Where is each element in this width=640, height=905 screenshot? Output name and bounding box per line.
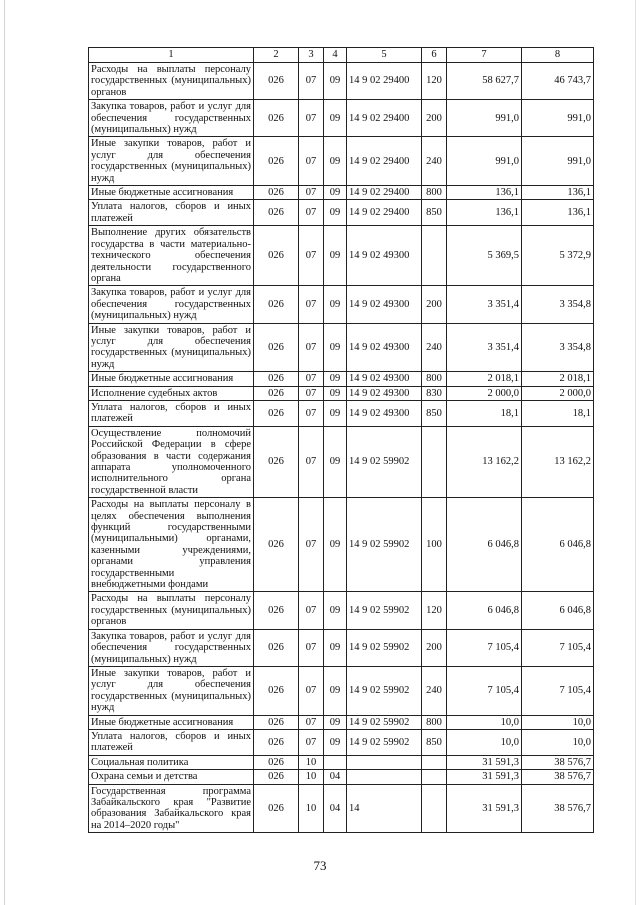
- cell-subsection: 09: [324, 186, 347, 200]
- cell-target-article: 14 9 02 59902: [347, 498, 422, 592]
- cell-expense-type: [422, 226, 447, 286]
- cell-subsection: 09: [324, 200, 347, 226]
- cell-target-article: 14 9 02 49300: [347, 286, 422, 323]
- cell-subsection: 04: [324, 784, 347, 833]
- cell-ministry-code: 026: [254, 200, 299, 226]
- table-body: [89, 63, 594, 833]
- cell-ministry-code: 026: [254, 372, 299, 386]
- table-row: [89, 286, 594, 323]
- cell-amount-year-1: 31 591,3: [447, 755, 522, 769]
- cell-amount-year-1: 13 162,2: [447, 426, 522, 497]
- cell-target-article: 14 9 02 49300: [347, 226, 422, 286]
- cell-expense-type: 200: [422, 100, 447, 137]
- column-header: 8: [522, 48, 594, 63]
- cell-section: 07: [299, 286, 324, 323]
- cell-section: 10: [299, 770, 324, 784]
- cell-name: Закупка товаров, работ и услуг для обеспечения государственных (муниципальных) нужд: [89, 629, 254, 666]
- cell-amount-year-2: 7 105,4: [522, 666, 594, 715]
- table-row: [89, 666, 594, 715]
- cell-target-article: 14 9 02 49300: [347, 386, 422, 400]
- cell-expense-type: 830: [422, 386, 447, 400]
- cell-amount-year-2: 2 000,0: [522, 386, 594, 400]
- cell-expense-type: 850: [422, 200, 447, 226]
- cell-ministry-code: 026: [254, 729, 299, 755]
- cell-subsection: 09: [324, 592, 347, 629]
- budget-table: [88, 47, 594, 833]
- cell-section: 07: [299, 323, 324, 372]
- table-row: [89, 100, 594, 137]
- cell-subsection: 09: [324, 666, 347, 715]
- cell-name: Социальная политика: [89, 755, 254, 769]
- cell-amount-year-1: 6 046,8: [447, 498, 522, 592]
- cell-expense-type: 240: [422, 666, 447, 715]
- cell-expense-type: 200: [422, 629, 447, 666]
- table-row: [89, 770, 594, 784]
- cell-expense-type: 240: [422, 323, 447, 372]
- cell-name: Уплата налогов, сборов и иных платежей: [89, 729, 254, 755]
- cell-subsection: 09: [324, 715, 347, 729]
- cell-name: Охрана семьи и детства: [89, 770, 254, 784]
- table-row: [89, 226, 594, 286]
- cell-amount-year-1: 3 351,4: [447, 286, 522, 323]
- table-row: [89, 63, 594, 100]
- cell-ministry-code: 026: [254, 63, 299, 100]
- cell-target-article: 14 9 02 59902: [347, 592, 422, 629]
- table-row: [89, 200, 594, 226]
- cell-amount-year-1: 10,0: [447, 715, 522, 729]
- cell-target-article: 14 9 02 29400: [347, 100, 422, 137]
- cell-expense-type: [422, 755, 447, 769]
- cell-name: Выполнение других обязательств государства в части материально-технического обеспечения деятельности государственного органа: [89, 226, 254, 286]
- cell-name: Государственная программа Забайкальского края "Развитие образования Забайкальского края на 2014–2020 годы": [89, 784, 254, 833]
- cell-subsection: 09: [324, 286, 347, 323]
- cell-amount-year-2: 3 354,8: [522, 323, 594, 372]
- cell-amount-year-2: 10,0: [522, 729, 594, 755]
- cell-amount-year-1: 58 627,7: [447, 63, 522, 100]
- cell-amount-year-2: 38 576,7: [522, 784, 594, 833]
- column-header: 3: [299, 48, 324, 63]
- table-row: [89, 729, 594, 755]
- cell-amount-year-2: 38 576,7: [522, 770, 594, 784]
- cell-expense-type: 800: [422, 186, 447, 200]
- cell-name: Исполнение судебных актов: [89, 386, 254, 400]
- cell-name: Иные бюджетные ассигнования: [89, 372, 254, 386]
- cell-section: 07: [299, 100, 324, 137]
- cell-amount-year-2: 2 018,1: [522, 372, 594, 386]
- cell-amount-year-1: 136,1: [447, 186, 522, 200]
- cell-ministry-code: 026: [254, 323, 299, 372]
- cell-target-article: [347, 755, 422, 769]
- cell-target-article: 14 9 02 49300: [347, 400, 422, 426]
- cell-section: 07: [299, 186, 324, 200]
- cell-subsection: 09: [324, 629, 347, 666]
- cell-target-article: 14 9 02 29400: [347, 200, 422, 226]
- cell-section: 07: [299, 226, 324, 286]
- cell-ministry-code: 026: [254, 498, 299, 592]
- cell-section: 07: [299, 715, 324, 729]
- cell-name: Уплата налогов, сборов и иных платежей: [89, 200, 254, 226]
- cell-subsection: 09: [324, 400, 347, 426]
- cell-amount-year-2: 991,0: [522, 137, 594, 186]
- table-row: [89, 592, 594, 629]
- cell-target-article: 14 9 02 29400: [347, 137, 422, 186]
- cell-section: 07: [299, 426, 324, 497]
- cell-target-article: 14 9 02 59902: [347, 715, 422, 729]
- cell-target-article: 14 9 02 59902: [347, 729, 422, 755]
- column-header: 5: [347, 48, 422, 63]
- cell-ministry-code: 026: [254, 784, 299, 833]
- cell-amount-year-2: 38 576,7: [522, 755, 594, 769]
- cell-subsection: 09: [324, 226, 347, 286]
- cell-subsection: 09: [324, 63, 347, 100]
- cell-expense-type: 100: [422, 498, 447, 592]
- cell-ministry-code: 026: [254, 770, 299, 784]
- cell-target-article: 14 9 02 29400: [347, 186, 422, 200]
- cell-section: 07: [299, 729, 324, 755]
- cell-name: Иные закупки товаров, работ и услуг для обеспечения государственных (муниципальных) нужд: [89, 323, 254, 372]
- table-row: [89, 400, 594, 426]
- cell-section: 07: [299, 498, 324, 592]
- table-row: [89, 386, 594, 400]
- table-row: [89, 137, 594, 186]
- table-row: [89, 784, 594, 833]
- table-header-row: [89, 48, 594, 63]
- cell-name: Иные бюджетные ассигнования: [89, 186, 254, 200]
- cell-amount-year-1: 2 018,1: [447, 372, 522, 386]
- cell-target-article: 14 9 02 59902: [347, 666, 422, 715]
- cell-subsection: 09: [324, 137, 347, 186]
- cell-section: 10: [299, 784, 324, 833]
- cell-expense-type: [422, 770, 447, 784]
- cell-subsection: 09: [324, 498, 347, 592]
- cell-expense-type: 120: [422, 592, 447, 629]
- table-row: [89, 323, 594, 372]
- cell-expense-type: 800: [422, 372, 447, 386]
- cell-amount-year-2: 46 743,7: [522, 63, 594, 100]
- cell-ministry-code: 026: [254, 426, 299, 497]
- cell-expense-type: [422, 784, 447, 833]
- cell-ministry-code: 026: [254, 592, 299, 629]
- cell-section: 07: [299, 372, 324, 386]
- cell-amount-year-1: 18,1: [447, 400, 522, 426]
- cell-subsection: 04: [324, 770, 347, 784]
- cell-section: 10: [299, 755, 324, 769]
- cell-subsection: 09: [324, 386, 347, 400]
- cell-section: 07: [299, 592, 324, 629]
- cell-amount-year-2: 6 046,8: [522, 498, 594, 592]
- cell-expense-type: 120: [422, 63, 447, 100]
- cell-amount-year-2: 3 354,8: [522, 286, 594, 323]
- table-row: [89, 426, 594, 497]
- cell-section: 07: [299, 200, 324, 226]
- cell-expense-type: 200: [422, 286, 447, 323]
- cell-ministry-code: 026: [254, 755, 299, 769]
- cell-expense-type: 800: [422, 715, 447, 729]
- table-row: [89, 629, 594, 666]
- cell-name: Иные закупки товаров, работ и услуг для обеспечения государственных (муниципальных) нужд: [89, 666, 254, 715]
- cell-ministry-code: 026: [254, 100, 299, 137]
- cell-amount-year-1: 7 105,4: [447, 629, 522, 666]
- cell-ministry-code: 026: [254, 286, 299, 323]
- column-header: 7: [447, 48, 522, 63]
- cell-section: 07: [299, 386, 324, 400]
- cell-subsection: 09: [324, 323, 347, 372]
- cell-amount-year-1: 991,0: [447, 137, 522, 186]
- cell-expense-type: 850: [422, 729, 447, 755]
- cell-amount-year-2: 13 162,2: [522, 426, 594, 497]
- cell-target-article: 14: [347, 784, 422, 833]
- cell-ministry-code: 026: [254, 226, 299, 286]
- cell-section: 07: [299, 629, 324, 666]
- cell-amount-year-1: 2 000,0: [447, 386, 522, 400]
- cell-amount-year-2: 7 105,4: [522, 629, 594, 666]
- column-header: 2: [254, 48, 299, 63]
- scan-edge-left: [4, 0, 5, 905]
- cell-ministry-code: 026: [254, 137, 299, 186]
- cell-name: Закупка товаров, работ и услуг для обеспечения государственных (муниципальных) нужд: [89, 100, 254, 137]
- cell-target-article: 14 9 02 59902: [347, 629, 422, 666]
- cell-name: Иные бюджетные ассигнования: [89, 715, 254, 729]
- cell-ministry-code: 026: [254, 629, 299, 666]
- cell-subsection: 09: [324, 372, 347, 386]
- cell-name: Уплата налогов, сборов и иных платежей: [89, 400, 254, 426]
- column-header: 4: [324, 48, 347, 63]
- cell-amount-year-1: 136,1: [447, 200, 522, 226]
- table-row: [89, 372, 594, 386]
- column-header: 6: [422, 48, 447, 63]
- cell-target-article: [347, 770, 422, 784]
- cell-section: 07: [299, 666, 324, 715]
- cell-amount-year-1: 3 351,4: [447, 323, 522, 372]
- cell-amount-year-2: 136,1: [522, 186, 594, 200]
- table-row: [89, 755, 594, 769]
- cell-name: Закупка товаров, работ и услуг для обеспечения государственных (муниципальных) нужд: [89, 286, 254, 323]
- cell-subsection: 09: [324, 426, 347, 497]
- cell-amount-year-2: 136,1: [522, 200, 594, 226]
- table-row: [89, 186, 594, 200]
- cell-subsection: 09: [324, 729, 347, 755]
- cell-amount-year-1: 31 591,3: [447, 784, 522, 833]
- cell-amount-year-2: 991,0: [522, 100, 594, 137]
- cell-expense-type: [422, 426, 447, 497]
- cell-amount-year-2: 18,1: [522, 400, 594, 426]
- cell-amount-year-1: 6 046,8: [447, 592, 522, 629]
- cell-amount-year-1: 5 369,5: [447, 226, 522, 286]
- cell-target-article: 14 9 02 29400: [347, 63, 422, 100]
- cell-amount-year-2: 6 046,8: [522, 592, 594, 629]
- cell-ministry-code: 026: [254, 715, 299, 729]
- cell-target-article: 14 9 02 49300: [347, 372, 422, 386]
- cell-ministry-code: 026: [254, 186, 299, 200]
- cell-name: Иные закупки товаров, работ и услуг для обеспечения государственных (муниципальных) нужд: [89, 137, 254, 186]
- cell-target-article: 14 9 02 59902: [347, 426, 422, 497]
- cell-amount-year-2: 10,0: [522, 715, 594, 729]
- cell-ministry-code: 026: [254, 400, 299, 426]
- cell-amount-year-2: 5 372,9: [522, 226, 594, 286]
- cell-expense-type: 240: [422, 137, 447, 186]
- cell-name: Осуществление полномочий Российской Федерации в сфере образования в части содержания аппарата уполномоченного исполнительного органа государственной власти: [89, 426, 254, 497]
- cell-name: Расходы на выплаты персоналу государственных (муниципальных) органов: [89, 592, 254, 629]
- cell-section: 07: [299, 137, 324, 186]
- scan-edge-right: [635, 0, 636, 905]
- page-number: 73: [313, 858, 327, 873]
- cell-expense-type: 850: [422, 400, 447, 426]
- cell-amount-year-1: 10,0: [447, 729, 522, 755]
- table-row: [89, 498, 594, 592]
- cell-amount-year-1: 7 105,4: [447, 666, 522, 715]
- cell-target-article: 14 9 02 49300: [347, 323, 422, 372]
- cell-section: 07: [299, 400, 324, 426]
- cell-ministry-code: 026: [254, 386, 299, 400]
- cell-ministry-code: 026: [254, 666, 299, 715]
- column-header: 1: [89, 48, 254, 63]
- cell-amount-year-1: 31 591,3: [447, 770, 522, 784]
- cell-amount-year-1: 991,0: [447, 100, 522, 137]
- cell-name: Расходы на выплаты персоналу государственных (муниципальных) органов: [89, 63, 254, 100]
- cell-name: Расходы на выплаты персоналу в целях обеспечения выполнения функций государственными (муниципальными) органами, казенными учреждениями, органами управления государственными внебюджетными фондами: [89, 498, 254, 592]
- cell-subsection: 09: [324, 100, 347, 137]
- cell-section: 07: [299, 63, 324, 100]
- table-row: [89, 715, 594, 729]
- cell-subsection: [324, 755, 347, 769]
